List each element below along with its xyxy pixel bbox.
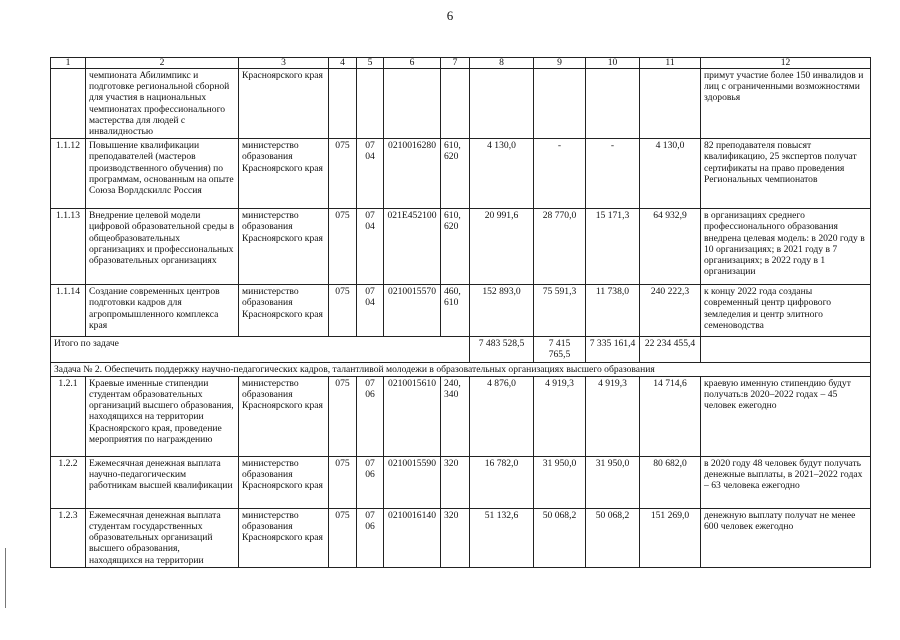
row-executor-cell: Красноярского края xyxy=(239,69,329,139)
row-2021-cell: 31 950,0 xyxy=(534,456,586,508)
row-total-cell: 240 222,3 xyxy=(640,285,701,337)
column-header: 5 xyxy=(357,58,384,69)
row-id-cell: 1.2.1 xyxy=(51,376,86,456)
row-name-cell: чемпионата Абилимпикс и подготовке региональной сборной для участия в национальных чемпионатах профессионального мастерства для людей с инвалидностью xyxy=(86,69,239,139)
column-header: 6 xyxy=(384,58,441,69)
row-total-cell: 64 932,9 xyxy=(640,209,701,285)
row-executor-cell: министерство образования Красноярского края xyxy=(239,376,329,456)
column-header: 12 xyxy=(701,58,871,69)
row-executor-cell: министерство образования Красноярского края xyxy=(239,209,329,285)
row-vr-cell: 610, 620 xyxy=(441,209,470,285)
table-row xyxy=(51,508,871,567)
column-header: 2 xyxy=(86,58,239,69)
task-heading: Задача № 2. Обеспечить поддержку научно-педагогических кадров, талантливой молодежи в образовательных организациях высшего образования xyxy=(51,362,871,376)
row-name-cell: Повышение квалификации преподавателей (мастеров производственного обучения) по программам, основанным на опыте Союза Ворлдскиллс Россия xyxy=(86,139,239,209)
row-result-cell: примут участие более 150 инвалидов и лиц с ограниченными возможностями здоровья xyxy=(701,69,871,139)
row-result-cell: в 2020 году 48 человек будут получать денежные выплаты, в 2021–2022 годах – 63 человека ежегодно xyxy=(701,456,871,508)
row-name-cell: Создание современных центров подготовки кадров для агропромышленного комплекса края xyxy=(86,285,239,337)
row-2021-cell: 4 919,3 xyxy=(534,376,586,456)
row-grbs-cell: 075 xyxy=(329,376,357,456)
page-number: 6 xyxy=(446,8,454,23)
row-name-cell: Ежемесячная денежная выплата научно-педагогическим работникам высшей квалификации xyxy=(86,456,239,508)
program-table xyxy=(50,57,871,568)
row-csr-cell: 0210016140 xyxy=(384,508,441,567)
row-id-cell: 1.2.2 xyxy=(51,456,86,508)
row-vr-cell: 460, 610 xyxy=(441,285,470,337)
row-csr-cell xyxy=(384,69,441,139)
column-header: 1 xyxy=(51,58,86,69)
row-rzpr-cell: 07 04 xyxy=(357,139,384,209)
row-2022-cell xyxy=(586,69,640,139)
row-grbs-cell: 075 xyxy=(329,139,357,209)
row-id-cell: 1.1.12 xyxy=(51,139,86,209)
row-2021-cell: - xyxy=(534,139,586,209)
row-grbs-cell xyxy=(329,69,357,139)
row-2022-cell: - xyxy=(586,139,640,209)
column-header: 8 xyxy=(470,58,534,69)
row-rzpr-cell: 07 06 xyxy=(357,456,384,508)
row-2020-cell: 20 991,6 xyxy=(470,209,534,285)
row-executor-cell: министерство образования Красноярского края xyxy=(239,285,329,337)
row-id-cell: 1.2.3 xyxy=(51,508,86,567)
subtotal-label: Итого по задаче xyxy=(51,337,470,362)
subtotal-y2021-cell: 7 415 765,5 xyxy=(534,337,586,362)
row-grbs-cell: 075 xyxy=(329,456,357,508)
row-rzpr-cell: 07 06 xyxy=(357,376,384,456)
column-header: 4 xyxy=(329,58,357,69)
row-2022-cell: 31 950,0 xyxy=(586,456,640,508)
column-header: 9 xyxy=(534,58,586,69)
row-2021-cell xyxy=(534,69,586,139)
table-row xyxy=(51,69,871,139)
row-total-cell xyxy=(640,69,701,139)
row-2022-cell: 50 068,2 xyxy=(586,508,640,567)
row-csr-cell: 0210015590 xyxy=(384,456,441,508)
subtotal-total-cell: 22 234 455,4 xyxy=(640,337,701,362)
row-result-cell: 82 преподавателя повысят квалификацию, 25 экспертов получат сертификаты на право проведения Региональных чемпионатов xyxy=(701,139,871,209)
row-rzpr-cell: 07 04 xyxy=(357,209,384,285)
row-total-cell: 151 269,0 xyxy=(640,508,701,567)
row-total-cell: 4 130,0 xyxy=(640,139,701,209)
row-2021-cell: 50 068,2 xyxy=(534,508,586,567)
column-header: 11 xyxy=(640,58,701,69)
row-executor-cell: министерство образования Красноярского края xyxy=(239,456,329,508)
row-executor-cell: министерство образования Красноярского края xyxy=(239,139,329,209)
row-name-cell: Краевые именные стипендии студентам образовательных организаций высшего образования, находящихся на территории Красноярского края, проведение мероприятия по награждению xyxy=(86,376,239,456)
table-row xyxy=(51,285,871,337)
table-row xyxy=(51,456,871,508)
row-id-cell xyxy=(51,69,86,139)
row-grbs-cell: 075 xyxy=(329,209,357,285)
row-2020-cell: 16 782,0 xyxy=(470,456,534,508)
row-2020-cell: 152 893,0 xyxy=(470,285,534,337)
row-rzpr-cell xyxy=(357,69,384,139)
row-csr-cell: 0210015610 xyxy=(384,376,441,456)
row-csr-cell: 021E452100 xyxy=(384,209,441,285)
subtotal-y2020-cell: 7 483 528,5 xyxy=(470,337,534,362)
margin-line xyxy=(5,548,6,608)
row-result-cell: в организациях среднего профессионального образования внедрена целевая модель: в 2020 году в 10 организациях; в 2021 году в 7 организациях; в 2022 году в 1 организации xyxy=(701,209,871,285)
row-2020-cell: 4 130,0 xyxy=(470,139,534,209)
row-grbs-cell: 075 xyxy=(329,285,357,337)
row-total-cell: 14 714,6 xyxy=(640,376,701,456)
row-vr-cell xyxy=(441,69,470,139)
row-rzpr-cell: 07 06 xyxy=(357,508,384,567)
row-2021-cell: 28 770,0 xyxy=(534,209,586,285)
row-2022-cell: 11 738,0 xyxy=(586,285,640,337)
row-2020-cell: 51 132,6 xyxy=(470,508,534,567)
row-2021-cell: 75 591,3 xyxy=(534,285,586,337)
row-2020-cell xyxy=(470,69,534,139)
row-rzpr-cell: 07 04 xyxy=(357,285,384,337)
row-vr-cell: 320 xyxy=(441,508,470,567)
row-id-cell: 1.1.13 xyxy=(51,209,86,285)
row-csr-cell: 0210016280 xyxy=(384,139,441,209)
row-vr-cell: 320 xyxy=(441,456,470,508)
column-header: 7 xyxy=(441,58,470,69)
row-result-cell: к концу 2022 года созданы современный центр цифрового земледелия и центр элитного семеноводства xyxy=(701,285,871,337)
row-2022-cell: 15 171,3 xyxy=(586,209,640,285)
row-id-cell: 1.1.14 xyxy=(51,285,86,337)
subtotal-row xyxy=(51,337,871,362)
row-csr-cell: 0210015570 xyxy=(384,285,441,337)
column-header: 10 xyxy=(586,58,640,69)
row-total-cell: 80 682,0 xyxy=(640,456,701,508)
task-heading-row xyxy=(51,362,871,376)
row-result-cell: денежную выплату получат не менее 600 человек ежегодно xyxy=(701,508,871,567)
row-2022-cell: 4 919,3 xyxy=(586,376,640,456)
table-row xyxy=(51,209,871,285)
header-row xyxy=(51,58,871,69)
row-executor-cell: министерство образования Красноярского края xyxy=(239,508,329,567)
column-header: 3 xyxy=(239,58,329,69)
row-name-cell: Ежемесячная денежная выплата студентам государственных образовательных организаций высшего образования, находящихся на территории xyxy=(86,508,239,567)
row-result-cell: краевую именную стипендию будут получать:в 2020–2022 годах – 45 человек ежегодно xyxy=(701,376,871,456)
subtotal-empty-cell xyxy=(701,337,871,362)
table-row xyxy=(51,376,871,456)
subtotal-y2022-cell: 7 335 161,4 xyxy=(586,337,640,362)
row-2020-cell: 4 876,0 xyxy=(470,376,534,456)
row-vr-cell: 240, 340 xyxy=(441,376,470,456)
row-grbs-cell: 075 xyxy=(329,508,357,567)
row-vr-cell: 610, 620 xyxy=(441,139,470,209)
table-row xyxy=(51,139,871,209)
row-name-cell: Внедрение целевой модели цифровой образовательной среды в общеобразовательных организациях и профессиональных образовательных организациях xyxy=(86,209,239,285)
